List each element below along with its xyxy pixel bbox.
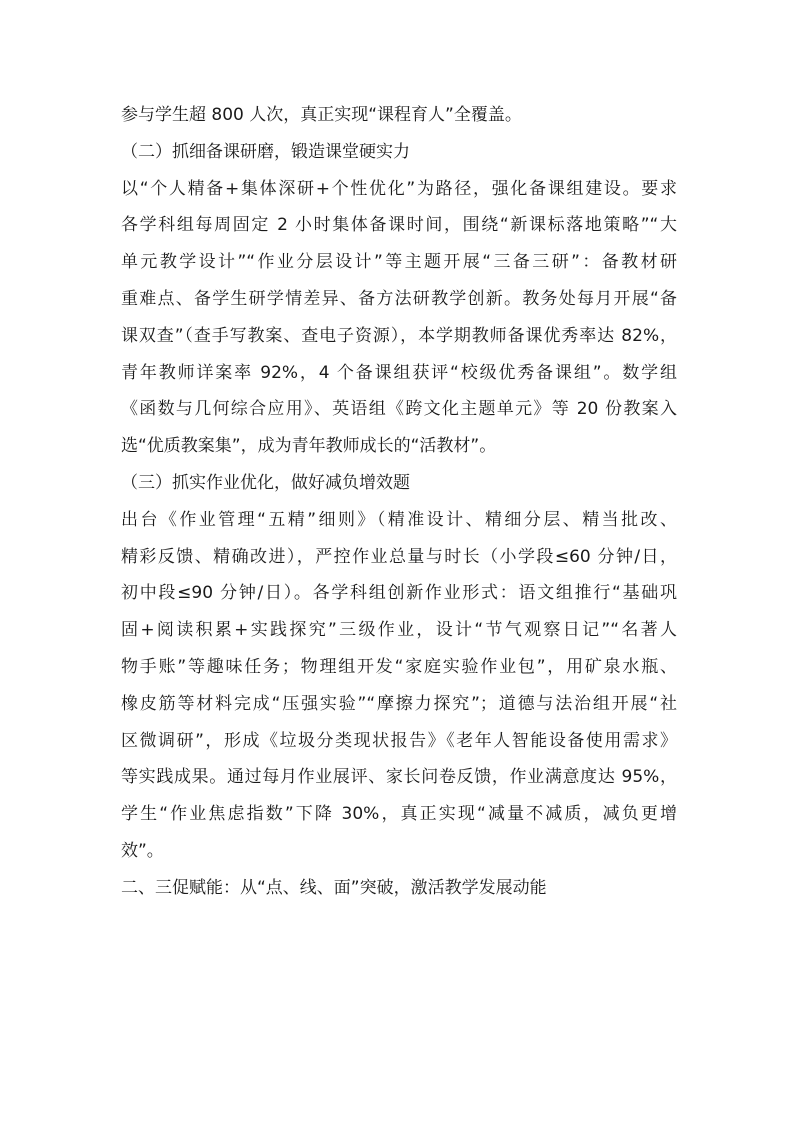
section-heading-2: （二）抓细备课研磨，锻造课堂硬实力 [121,141,410,162]
paragraph-line: 《函数与几何综合应用》、英语组《跨文化主题单元》等 20 份教案入 [121,399,677,420]
paragraph-line: 各学科组每周固定 2 小时集体备课时间，围绕“新课标落地策略”“大 [121,215,677,236]
paragraph-line: 学生“作业焦虑指数”下降 30%，真正实现“减量不减质，减负更增 [121,804,677,825]
paragraph-line: 以“个人精备+集体深研+个性优化”为路径，强化备课组建设。要求 [121,178,677,199]
document-body [121,97,677,907]
paragraph-line: 出台《作业管理“五精”细则》（精准设计、精细分层、精当批改、 [121,509,677,530]
paragraph-line: 重难点、备学生研学情差异、备方法研教学创新。教务处每月开展“备 [121,288,677,309]
section-heading-3: （三）抓实作业优化，做好减负增效题 [121,472,410,493]
paragraph-line: 课双查”（查手写教案、查电子资源），本学期教师备课优秀率达 82%， [121,325,677,346]
paragraph-line: 初中段≤90 分钟/日）。各学科组创新作业形式：语文组推行“基础巩 [121,583,677,604]
paragraph-line: 固+阅读积累+实践探究”三级作业，设计“节气观察日记”“名著人 [121,620,677,641]
paragraph-line: 参与学生超 800 人次，真正实现“课程育人”全覆盖。 [121,105,522,125]
paragraph-line: 物手账”等趣味任务；物理组开发“家庭实验作业包”，用矿泉水瓶、 [121,656,677,677]
paragraph-line: 橡皮筋等材料完成“压强实验”“摩擦力探究”；道德与法治组开展“社 [121,693,677,714]
paragraph-line: 单元教学设计”“作业分层设计”等主题开展“三备三研”：备教材研 [121,252,677,273]
paragraph-line: 区微调研”，形成《垃圾分类现状报告》《老年人智能设备使用需求》 [121,730,677,751]
chapter-heading: 二、三促赋能：从“点、线、面”突破，激活教学发展动能 [121,877,547,898]
paragraph-line: 效”。 [121,840,164,861]
paragraph-line: 等实践成果。通过每月作业展评、家长问卷反馈，作业满意度达 95%， [121,767,677,788]
paragraph-line: 精彩反馈、精确改进），严控作业总量与时长（小学段≤60 分钟/日， [121,546,677,567]
paragraph-line: 青年教师详案率 92%，4 个备课组获评“校级优秀备课组”。数学组 [121,362,677,383]
paragraph-line: 选“优质教案集”，成为青年教师成长的“活教材”。 [121,436,497,457]
